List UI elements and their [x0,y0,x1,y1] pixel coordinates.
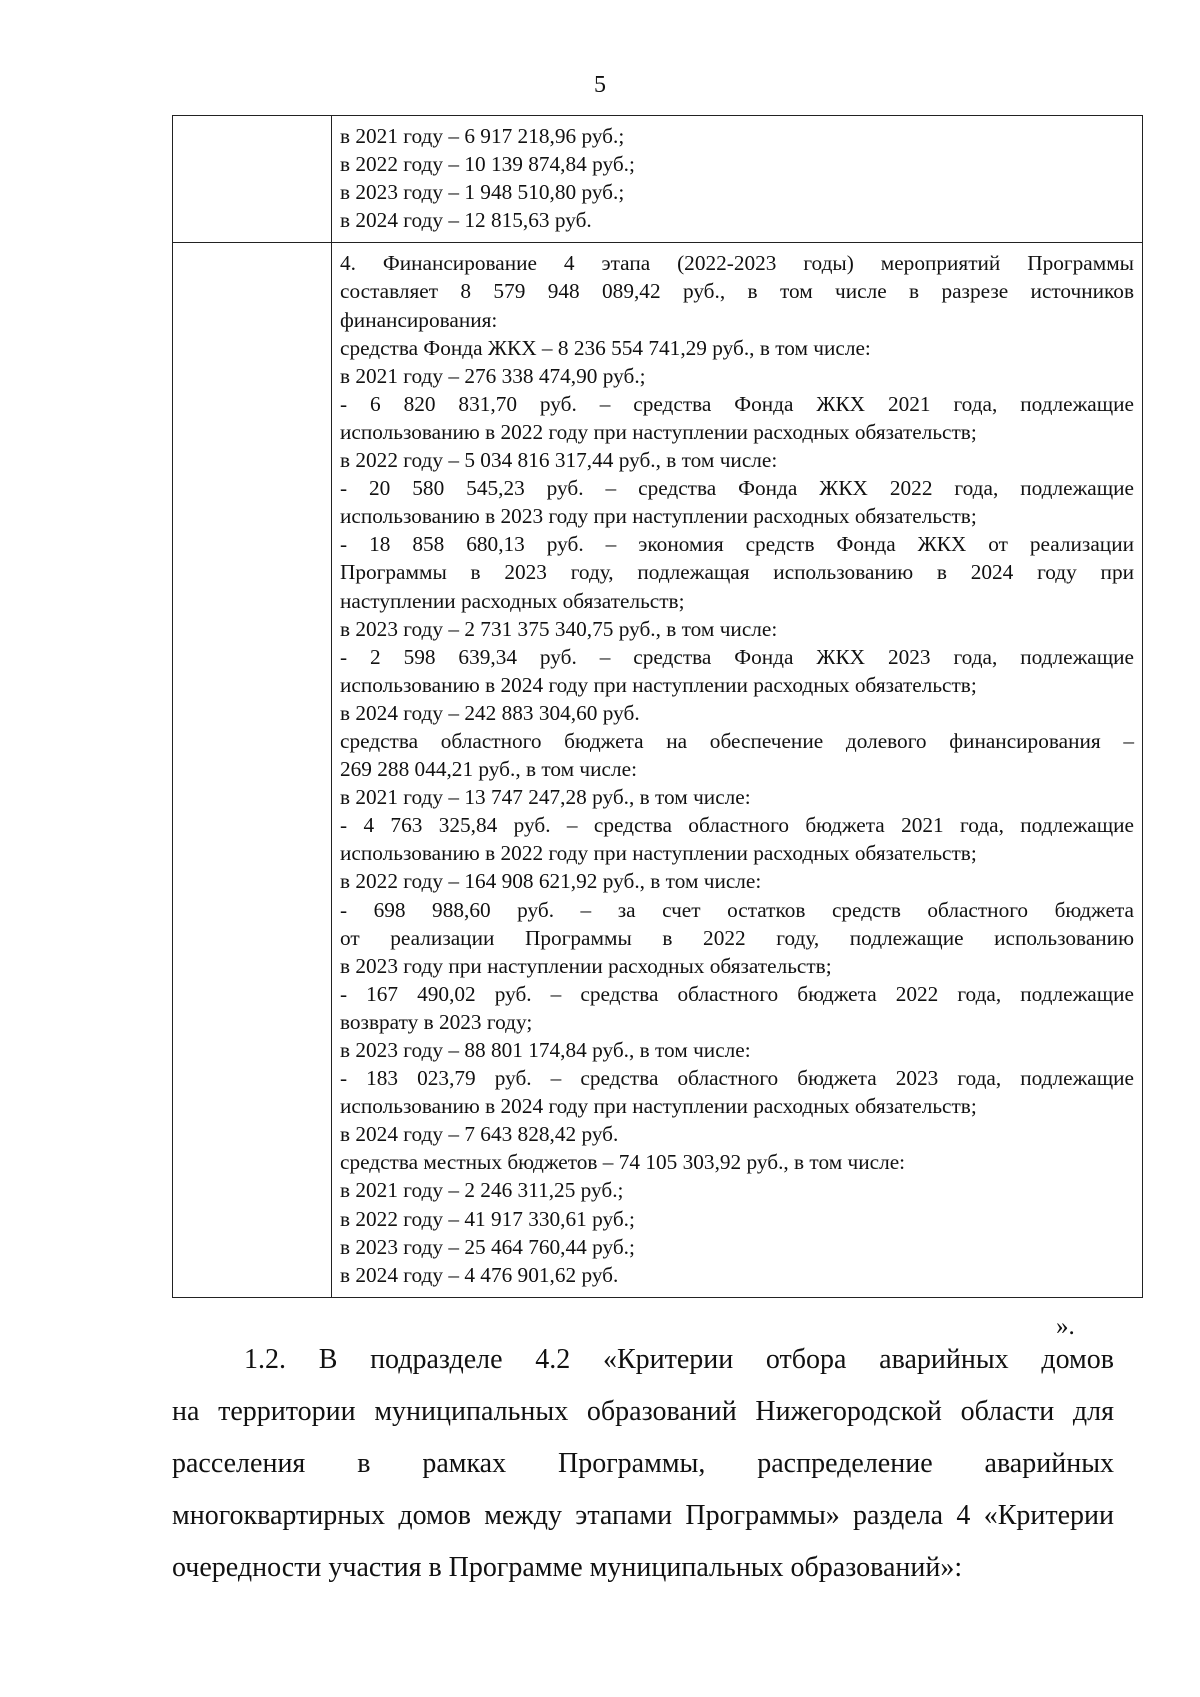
table-cell-line: - 20 580 545,23 руб. – средства Фонда ЖКХ 2022 года, подлежащие [340,476,1134,501]
table-cell-line: - 183 023,79 руб. – средства областного бюджета 2023 года, подлежащие [340,1066,1134,1091]
table-cell-line: в 2022 году – 10 139 874,84 руб.; [340,152,635,177]
paragraph-line: расселения в рамках Программы, распределение аварийных [172,1448,1114,1479]
table-cell-line: использованию в 2023 году при наступлении расходных обязательств; [340,504,977,529]
table-cell-empty [173,116,332,243]
paragraph-line: очередности участия в Программе муниципальных образований»: [172,1552,963,1583]
table-cell-line: в 2023 году – 1 948 510,80 руб.; [340,180,625,205]
table-cell-line: - 4 763 325,84 руб. – средства областного бюджета 2021 года, подлежащие [340,813,1134,838]
program-financing-table [172,115,1143,1298]
table-cell-line: - 2 598 639,34 руб. – средства Фонда ЖКХ 2023 года, подлежащие [340,644,1134,669]
table-cell-line: использованию в 2022 году при наступлении расходных обязательств; [340,419,977,444]
table-cell-line: составляет 8 579 948 089,42 руб., в том числе в разрезе источников [340,279,1134,304]
table-row [173,243,1143,1297]
table-cell-line: в 2024 году – 4 476 901,62 руб. [340,1262,619,1287]
table-cell-line: - 18 858 680,13 руб. – экономия средств Фонда ЖКХ от реализации [340,532,1134,557]
table-row [173,116,1143,243]
table-cell-line: в 2021 году – 13 747 247,28 руб., в том числе: [340,785,751,810]
table-cell-funding-by-year [332,116,1143,243]
table-cell-line: в 2024 году – 12 815,63 руб. [340,208,592,233]
table-cell-line: средства Фонда ЖКХ – 8 236 554 741,29 руб., в том числе: [340,335,871,360]
table-cell-line: в 2021 году – 276 338 474,90 руб.; [340,363,646,388]
table-cell-line: возврату в 2023 году; [340,1009,533,1034]
table-cell-line: в 2023 году при наступлении расходных обязательств; [340,953,832,978]
table-cell-line: использованию в 2024 году при наступлении расходных обязательств; [340,1094,977,1119]
table-cell-line: - 6 820 831,70 руб. – средства Фонда ЖКХ 2021 года, подлежащие [340,391,1134,416]
table-cell-line: от реализации Программы в 2022 году, подлежащие использованию [340,925,1134,950]
table-cell-line: финансирования: [340,307,498,332]
paragraph-line: 1.2. В подразделе 4.2 «Критерии отбора аварийных домов [244,1344,1114,1375]
table-cell-line: в 2024 году – 7 643 828,42 руб. [340,1122,619,1147]
table-cell-line: наступлении расходных обязательств; [340,588,685,613]
table-cell-line: использованию в 2024 году при наступлении расходных обязательств; [340,672,977,697]
table-cell-line: 269 288 044,21 руб., в том числе: [340,757,637,782]
table-cell-line: в 2022 году – 5 034 816 317,44 руб., в том числе: [340,448,778,473]
table-cell-line: в 2021 году – 2 246 311,25 руб.; [340,1178,624,1203]
table-cell-line: в 2022 году – 164 908 621,92 руб., в том числе: [340,869,762,894]
amendment-paragraph-1-2 [172,1334,1114,1594]
table-cell-empty [173,243,332,1297]
table-cell-line: в 2022 году – 41 917 330,61 руб.; [340,1206,635,1231]
page-number: 5 [594,72,606,98]
table-cell-line: в 2023 году – 88 801 174,84 руб., в том числе: [340,1038,751,1062]
paragraph-line: многоквартирных домов между этапами Программы» раздела 4 «Критерии [172,1500,1114,1531]
table-cell-line: - 167 490,02 руб. – средства областного бюджета 2022 года, подлежащие [340,981,1134,1006]
paragraph-line: на территории муниципальных образований Нижегородской области для [172,1396,1114,1427]
table-cell-line: средства областного бюджета на обеспечение долевого финансирования – [340,728,1134,753]
table-cell-line: - 698 988,60 руб. – за счет остатков средств областного бюджета [340,897,1134,922]
table-cell-stage-4-funding [332,243,1143,1297]
table-cell-line: средства местных бюджетов – 74 105 303,92 руб., в том числе: [340,1150,906,1175]
table-cell-line: в 2023 году – 2 731 375 340,75 руб., в том числе: [340,616,778,641]
table-cell-line: в 2021 году – 6 917 218,96 руб.; [340,124,625,148]
closing-quote: ». [1056,1313,1075,1340]
table-cell-line: в 2024 году – 242 883 304,60 руб. [340,700,640,725]
table-cell-line: Программы в 2023 году, подлежащая использованию в 2024 году при [340,560,1134,585]
table-cell-line: использованию в 2022 году при наступлении расходных обязательств; [340,841,977,866]
table-cell-line: в 2023 году – 25 464 760,44 руб.; [340,1234,635,1259]
table-cell-line: 4. Финансирование 4 этапа (2022-2023 годы) мероприятий Программы [340,251,1134,276]
